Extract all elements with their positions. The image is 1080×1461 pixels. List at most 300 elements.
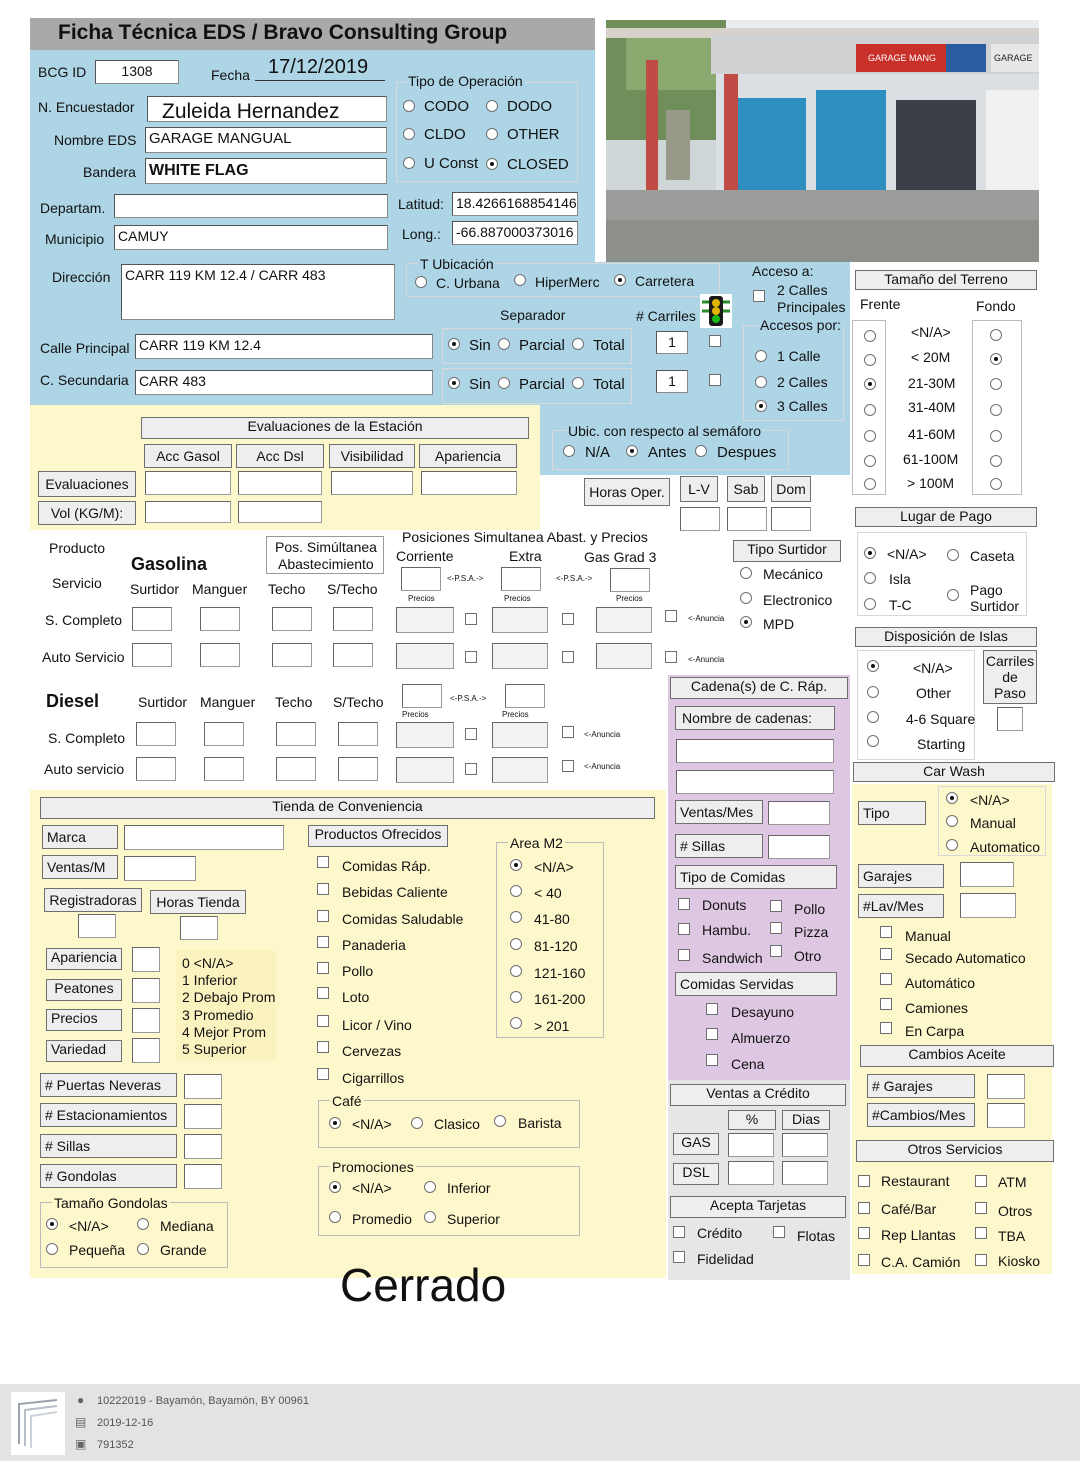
radio-cldo[interactable] [403,128,415,140]
nombre-field[interactable]: GARAGE MANGUAL [145,127,387,153]
checkbox-cena[interactable] [706,1054,718,1066]
gas-sc-precio-corriente[interactable] [396,607,454,633]
checkbox-loto[interactable] [317,987,329,999]
checkbox-cw-automatico[interactable] [880,973,892,985]
gas-grad-label: Gas Grad 3 [584,549,657,565]
credito-gas-dias[interactable] [782,1133,828,1157]
tienda-apariencia-field[interactable] [132,947,160,972]
label-pollo: Pollo [342,963,374,979]
gas-sc-manguer[interactable] [200,607,240,631]
bcg-id-label: BCG ID [38,64,87,80]
checkbox-cw-manual[interactable] [880,926,892,938]
radio-2-calles[interactable] [755,376,767,388]
radio-electronico[interactable] [740,592,752,604]
extra-pos-field[interactable] [501,567,541,591]
label-pago-isla: Isla [889,571,911,587]
checkbox-cw-camiones[interactable] [880,998,892,1010]
terreno-size-61-100: 61-100M [903,451,959,467]
checkbox-sandwich[interactable] [678,949,690,961]
productos-ofrecidos-header: Productos Ofrecidos [308,825,448,847]
tienda-precios-field[interactable] [132,1008,160,1033]
radio-cafe-barista[interactable] [494,1115,506,1127]
carriles-paso-header [983,650,1037,704]
tienda-gondolas-field[interactable] [184,1164,222,1189]
radio-hipermerc[interactable] [514,274,526,286]
label-pollo-cr: Pollo [794,901,826,917]
label-hambu: Hambu. [702,922,752,938]
radio-fondo-na[interactable] [990,329,1002,341]
radio-area-201[interactable] [510,1017,522,1029]
terreno-size-21-30: 21-30M [908,375,956,391]
radio-pago-caseta[interactable] [947,549,959,561]
radio-area-41-80[interactable] [510,911,522,923]
gas-surtidor-label: Surtidor [130,581,180,597]
label-promo-promedio: Promedio [352,1211,412,1227]
checkbox-bebidas[interactable] [317,883,329,895]
gas-as-anuncia-corriente[interactable] [465,651,477,663]
label-saludable: Comidas Saludable [342,911,464,927]
gas-as-precio-grad3[interactable] [596,643,652,669]
calle-secundaria-field[interactable]: CARR 483 [135,370,433,395]
horas-lv-header: L-V [680,476,718,502]
checkbox-otro-cr[interactable] [770,945,782,957]
checkbox-ca-camion[interactable] [858,1254,870,1266]
eval-visibilidad-field[interactable] [331,471,413,495]
radio-pago-na[interactable] [864,547,876,559]
gas-sc-precio-extra[interactable] [492,607,548,633]
encuestador-label: N. Encuestador [38,99,135,115]
radio-frente-na[interactable] [864,330,876,342]
cerrado-note: Cerrado [340,1259,507,1311]
radio-other[interactable] [486,128,498,140]
tienda-marca-field[interactable] [124,825,284,850]
radio-uconst[interactable] [403,157,415,169]
dsl-as-manguer[interactable] [204,757,244,781]
cadenas-sillas-field[interactable] [768,835,830,859]
gas-as-techo[interactable] [272,643,312,667]
label-3-calles: 3 Calles [777,398,828,414]
checkbox-rep-llantas[interactable] [858,1227,870,1239]
gasolina-label: Gasolina [131,554,208,574]
radio-islas-na[interactable] [867,660,879,672]
label-pago-surtidor: Surtidor [970,598,1020,614]
radio-sep-parcial-2[interactable] [498,377,510,389]
acceso-principales-label: Principales [777,299,846,315]
gas-as-anuncia-extra[interactable] [562,651,574,663]
cafe-label: Café [332,1093,362,1109]
label-area-41-80: 41-80 [534,911,570,927]
comidas-servidas-header: Comidas Servidas [675,972,837,996]
tienda-sillas-label: # Sillas [40,1134,177,1158]
dsl-s-completo-label: S. Completo [48,730,126,746]
dsl-sc-surtidor[interactable] [136,722,176,746]
eval-col-visibilidad: Visibilidad [329,444,415,468]
radio-gondola-na[interactable] [46,1218,58,1230]
radio-pago-tc[interactable] [864,598,876,610]
acceso-2-calles-label: 2 Calles [777,282,828,298]
gas-as-precio-extra[interactable] [492,643,548,669]
radio-promo-inferior[interactable] [424,1181,436,1193]
dsl-sc-precio[interactable] [396,722,454,748]
checkbox-cw-secado[interactable] [880,948,892,960]
eval-acc-dsl-field[interactable] [238,471,322,495]
footer-date: 2019-12-16 [97,1417,154,1429]
label-cw-camiones: Camiones [905,1000,969,1016]
vol-gasol-field[interactable] [145,501,231,523]
label-area-40: < 40 [534,885,562,901]
tienda-sillas-field[interactable] [184,1134,222,1159]
departam-field[interactable] [114,194,388,218]
dsl-as-precio-2[interactable] [492,757,548,783]
dsl-pos-field[interactable] [402,684,442,708]
label-otros: Otros [998,1203,1033,1219]
radio-fondo-20[interactable] [990,353,1002,365]
photo-sign-2: GARAGE [994,53,1033,63]
label-cw-manual: Manual [905,928,951,944]
dsl-surtidor-label: Surtidor [138,694,188,710]
accesos-por-label: Accesos por: [760,317,841,333]
radio-frente-41-60[interactable] [864,430,876,442]
eval-row-vol: Vol (KG/M): [38,501,136,525]
checkbox-kiosko[interactable] [975,1254,987,1266]
radio-1-calle[interactable] [755,350,767,362]
radio-carwash-manual[interactable] [946,815,958,827]
radio-frente-31-40[interactable] [864,404,876,416]
municipio-field[interactable]: CAMUY [114,225,388,250]
checkbox-donuts[interactable] [678,898,690,910]
gas-as-manguer[interactable] [200,643,240,667]
label-carwash-automatico: Automatico [970,839,1041,855]
psa-label-1: <-P.S.A.-> [447,574,484,583]
checkbox-atm[interactable] [975,1175,987,1187]
checkbox-otros[interactable] [975,1202,987,1214]
location-pin-icon: ● [77,1393,85,1407]
radio-promo-promedio[interactable] [329,1211,341,1223]
label-pago-na: <N/A> [887,546,927,562]
checkbox-panaderia[interactable] [317,936,329,948]
radio-semaforo-despues[interactable] [695,445,707,457]
carwash-garajes-field[interactable] [960,862,1014,887]
checkbox-licor[interactable] [317,1015,329,1027]
radio-fondo-31-40[interactable] [990,404,1002,416]
checkbox-pollo[interactable] [317,962,329,974]
label-area-161-200: 161-200 [534,991,586,1007]
horas-lv-field[interactable] [680,507,720,531]
dsl-sc-techo[interactable] [276,722,316,746]
radio-codo[interactable] [403,100,415,112]
cadenas-nombre-field-2[interactable] [676,770,834,794]
radio-carwash-automatico[interactable] [946,839,958,851]
radio-semaforo-antes[interactable] [626,445,638,457]
evaluaciones-header: Evaluaciones de la Estación [141,417,529,439]
tienda-ventas-field[interactable] [124,856,196,881]
gas-sc-anuncia-grad3[interactable] [665,610,677,622]
aceite-garajes-field[interactable] [987,1074,1025,1099]
radio-sep-total-1[interactable] [572,338,584,350]
eval-acc-gasol-field[interactable] [145,471,231,495]
aceite-cambios-field[interactable] [987,1103,1025,1128]
horas-sab-field[interactable] [727,507,767,531]
dsl-as-stecho[interactable] [338,757,378,781]
direccion-field[interactable]: CARR 119 KM 12.4 / CARR 483 [121,264,395,320]
acceso-label: Acceso a: [752,263,814,279]
radio-sep-parcial-1[interactable] [498,338,510,350]
tienda-puertas-field[interactable] [184,1074,222,1099]
gas-as-precio-corriente[interactable] [396,643,454,669]
radio-fondo-100[interactable] [990,478,1002,490]
radio-mecanico[interactable] [740,567,752,579]
label-pizza: Pizza [794,924,829,940]
gas-sc-techo[interactable] [272,607,312,631]
dsl-sc-anuncia-2[interactable] [562,726,574,738]
radio-closed[interactable] [486,158,498,170]
cadenas-nombre-label: Nombre de cadenas: [675,706,835,730]
checkbox-almuerzo[interactable] [706,1028,718,1040]
label-closed: CLOSED [507,156,569,173]
hash-icon: ▣ [75,1437,87,1451]
bcg-id-field[interactable]: 1308 [95,60,179,84]
gas-sc-anuncia-extra[interactable] [562,613,574,625]
longitud-field[interactable]: -66.887000373016 [452,221,578,245]
grad3-pos-field[interactable] [610,568,650,592]
fecha-value[interactable]: 17/12/2019 [268,56,369,78]
radio-dodo[interactable] [486,100,498,112]
ubicacion-label: T Ubicación [420,256,494,272]
carriles-paso-1: Carriles [985,653,1035,669]
label-panaderia: Panaderia [342,937,406,953]
gas-as-anuncia-grad3[interactable] [665,651,677,663]
checkbox-2-calles[interactable] [753,290,765,302]
radio-promo-na[interactable] [329,1181,341,1193]
label-cena: Cena [731,1056,765,1072]
eval-apariencia-field[interactable] [421,471,517,495]
corriente-pos-field[interactable] [401,567,441,591]
calle-principal-label: Calle Principal [40,340,130,356]
gas-auto-servicio-label: Auto Servicio [42,649,125,665]
tienda-variedad-field[interactable] [132,1038,160,1063]
dsl-sc-manguer[interactable] [204,722,244,746]
dsl-auto-servicio-label: Auto servicio [44,761,125,777]
area-label: Area M2 [510,835,563,851]
checkbox-cigarrillos[interactable] [317,1068,329,1080]
cadenas-header: Cadena(s) de C. Ráp. [670,677,848,699]
radio-area-161-200[interactable] [510,991,522,1003]
vol-dsl-field[interactable] [238,501,322,523]
tipo-operacion-label: Tipo de Operación [408,73,523,89]
producto-label: Producto [49,540,106,556]
eval-col-apariencia: Apariencia [419,444,517,468]
carriles-paso-field[interactable] [997,707,1023,731]
dsl-as-anuncia-2[interactable] [562,760,574,772]
radio-sep-sin-1[interactable] [448,338,460,350]
latitud-field[interactable]: 18.4266168854146 [452,192,578,216]
credito-gas-pct[interactable] [728,1133,774,1157]
bandera-field[interactable]: WHITE FLAG [145,158,387,184]
gas-sc-surtidor[interactable] [132,607,172,631]
label-electronico: Electronico [763,592,833,608]
credito-gas-label: GAS [673,1133,719,1155]
radio-area-40[interactable] [510,885,522,897]
label-codo: CODO [424,98,469,115]
calle-principal-field[interactable]: CARR 119 KM 12.4 [135,334,433,359]
label-sep-parcial-1: Parcial [519,337,565,354]
radio-islas-starting[interactable] [867,735,879,747]
radio-area-81-120[interactable] [510,938,522,950]
departam-label: Departam. [40,200,106,216]
dsl-as-precio[interactable] [396,757,454,783]
checkbox-desayuno[interactable] [706,1003,718,1015]
gas-as-surtidor[interactable] [132,643,172,667]
radio-islas-square[interactable] [867,711,879,723]
tienda-horas-field[interactable] [180,916,218,940]
radio-carretera[interactable] [614,274,626,286]
tarjetas-header: Acepta Tarjetas [670,1196,846,1218]
escala-3: 3 Promedio [182,1007,254,1023]
nombre-label: Nombre EDS [54,132,137,148]
carwash-lav-field[interactable] [960,893,1016,918]
checkbox-tarj-credito[interactable] [673,1226,685,1238]
islas-header: Disposición de Islas [855,627,1037,647]
radio-frente-21-30[interactable] [864,378,876,390]
radio-frente-61-100[interactable] [864,455,876,467]
label-semaforo-na: N/A [585,444,611,461]
psa-label-3: <-P.S.A.-> [450,694,487,703]
cadenas-nombre-field-1[interactable] [676,739,834,763]
radio-area-121-160[interactable] [510,965,522,977]
tienda-estacionamientos-field[interactable] [184,1104,222,1129]
credito-dsl-pct[interactable] [728,1161,774,1185]
checkbox-comidas-rap[interactable] [317,856,329,868]
separador-label: Separador [500,307,566,323]
radio-pago-surtidor[interactable] [947,589,959,601]
label-islas-na: <N/A> [913,660,953,676]
dsl-techo-label: Techo [275,694,313,710]
checkbox-carriles-2[interactable] [709,374,721,386]
radio-cafe-clasico[interactable] [411,1117,423,1129]
label-sandwich: Sandwich [702,950,763,966]
label-sep-total-1: Total [593,337,625,354]
carriles-principal-field[interactable]: 1 [656,331,688,354]
traffic-light-icon [700,294,732,328]
calle-secundaria-label: C. Secundaria [40,372,129,388]
carriles-secundaria-field[interactable]: 1 [656,370,688,393]
label-dodo: DODO [507,98,552,115]
radio-gondola-pequena[interactable] [46,1243,58,1255]
label-sep-sin-1: Sin [469,337,491,354]
tienda-peatones-field[interactable] [132,978,160,1003]
checkbox-pollo-cr[interactable] [770,900,782,912]
tam-gondolas-group [40,1202,228,1268]
radio-fondo-61-100[interactable] [990,455,1002,467]
tienda-horas-label: Horas Tienda [150,890,246,914]
checkbox-restaurant[interactable] [858,1175,870,1187]
radio-promo-superior[interactable] [424,1211,436,1223]
label-cw-automatico: Automático [905,975,976,991]
checkbox-carriles-1[interactable] [709,335,721,347]
checkbox-saludable[interactable] [317,910,329,922]
municipio-label: Municipio [45,231,105,247]
tienda-header: Tienda de Conveniencia [40,797,655,819]
radio-3-calles[interactable] [755,400,767,412]
radio-sep-sin-2[interactable] [448,377,460,389]
label-loto: Loto [342,989,370,1005]
promo-label: Promociones [332,1159,414,1175]
label-carwash-na: <N/A> [970,792,1010,808]
checkbox-pizza[interactable] [770,922,782,934]
footer-address: 10222019 - Bayamón, Bayamón, BY 00961 [97,1395,310,1407]
dsl-as-surtidor[interactable] [136,757,176,781]
checkbox-tba[interactable] [975,1227,987,1239]
checkbox-hambu[interactable] [678,923,690,935]
gas-sc-precio-grad3[interactable] [596,607,652,633]
horas-dom-field[interactable] [771,507,811,531]
credito-dsl-dias[interactable] [782,1161,828,1185]
gas-sc-stecho[interactable] [333,607,373,631]
checkbox-cervezas[interactable] [317,1041,329,1053]
dsl-sc-anuncia-1[interactable] [465,728,477,740]
latitud-label: Latitud: [398,196,444,212]
label-islas-square: 4-6 Square [906,711,976,727]
radio-fondo-41-60[interactable] [990,430,1002,442]
tienda-gondolas-label: # Gondolas [40,1164,177,1188]
escala-5: 5 Superior [182,1041,247,1057]
radio-sep-total-2[interactable] [572,377,584,389]
radio-semaforo-na[interactable] [563,445,575,457]
gas-as-stecho[interactable] [333,643,373,667]
label-2-calles: 2 Calles [777,374,828,390]
semaforo-label: Ubic. con respecto al semáforo [568,423,761,439]
radio-frente-100[interactable] [864,478,876,490]
radio-gondola-mediana[interactable] [137,1218,149,1230]
terreno-size-31-40: 31-40M [908,399,956,415]
radio-pago-isla[interactable] [864,572,876,584]
tienda-registradoras-field[interactable] [78,914,116,938]
label-gondola-grande: Grande [160,1242,207,1258]
radio-carwash-na[interactable] [946,792,958,804]
dsl-sc-precio-2[interactable] [492,722,548,748]
calendar-icon: ▤ [75,1415,87,1429]
gas-sc-anuncia-corriente[interactable] [465,613,477,625]
label-gondola-pequena: Pequeña [69,1242,126,1258]
precios-label-5: Precios [502,710,529,719]
label-semaforo-antes: Antes [648,444,687,461]
checkbox-tarj-fidelidad[interactable] [673,1251,685,1263]
dsl-pos-field-2[interactable] [505,684,545,708]
radio-cafe-na[interactable] [329,1117,341,1129]
anuncia-label-1: <-Anuncia [688,614,725,623]
checkbox-cafe-bar[interactable] [858,1202,870,1214]
label-1-calle: 1 Calle [777,348,821,364]
pos-sim-label-2: Abastecimiento [278,556,374,572]
carwash-garajes-label: Garajes [858,864,944,888]
dsl-as-techo[interactable] [276,757,316,781]
radio-islas-other[interactable] [867,686,879,698]
radio-area-na[interactable] [510,859,522,871]
radio-fondo-21-30[interactable] [990,378,1002,390]
checkbox-tarj-flotas[interactable] [773,1226,785,1238]
carriles-paso-2: de [1002,669,1018,686]
label-islas-other: Other [916,685,952,701]
radio-mpd[interactable] [740,616,752,628]
label-cldo: CLDO [424,126,466,143]
checkbox-cw-carpa[interactable] [880,1022,892,1034]
dsl-as-anuncia-1[interactable] [465,763,477,775]
dsl-sc-stecho[interactable] [338,722,378,746]
cadenas-ventas-field[interactable] [768,801,830,825]
radio-gondola-grande[interactable] [137,1243,149,1255]
radio-frente-20[interactable] [864,354,876,366]
radio-c-urbana[interactable] [415,276,427,288]
